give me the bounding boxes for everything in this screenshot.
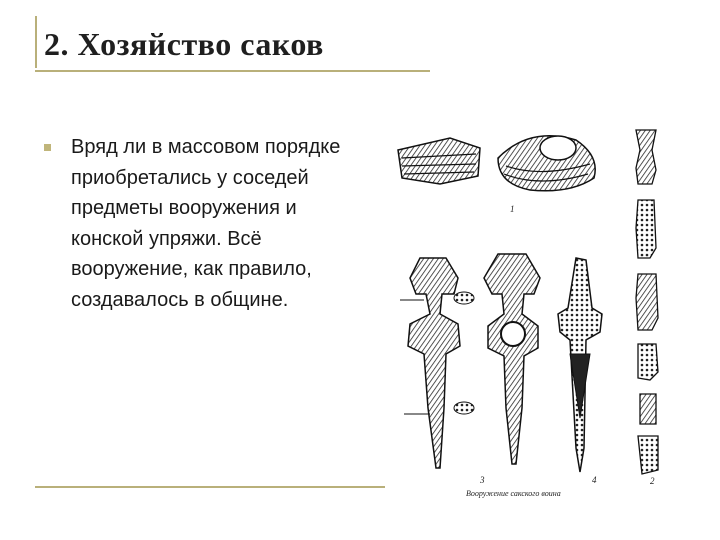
- illustration-caption: Вооружение сакского воина: [466, 489, 561, 498]
- title-frame-left: [35, 16, 37, 68]
- fragment-column: [636, 130, 658, 474]
- dagger-left: [400, 258, 474, 468]
- slide-title: 2. Хозяйство саков: [44, 26, 324, 62]
- harness-plate-left: [398, 138, 480, 184]
- footer-rule: [35, 486, 385, 488]
- figure-label-1: 1: [510, 204, 515, 214]
- figure-label-2: 2: [650, 476, 655, 486]
- figure-label-4: 4: [592, 475, 597, 485]
- artifacts-illustration: [380, 118, 700, 508]
- dagger-sheath: [558, 258, 602, 472]
- title-underline: [35, 70, 430, 72]
- harness-plate-right: [498, 136, 595, 191]
- bullet-marker: [44, 144, 51, 151]
- dagger-ring-pommel: [484, 254, 540, 464]
- figure-label-3: 3: [480, 475, 485, 485]
- bullet-text: Вряд ли в массовом порядке приобретались у соседей предметы вооружения и конской упряжи. Всё вооружение, как правило, создавалось в общине.: [71, 136, 341, 311]
